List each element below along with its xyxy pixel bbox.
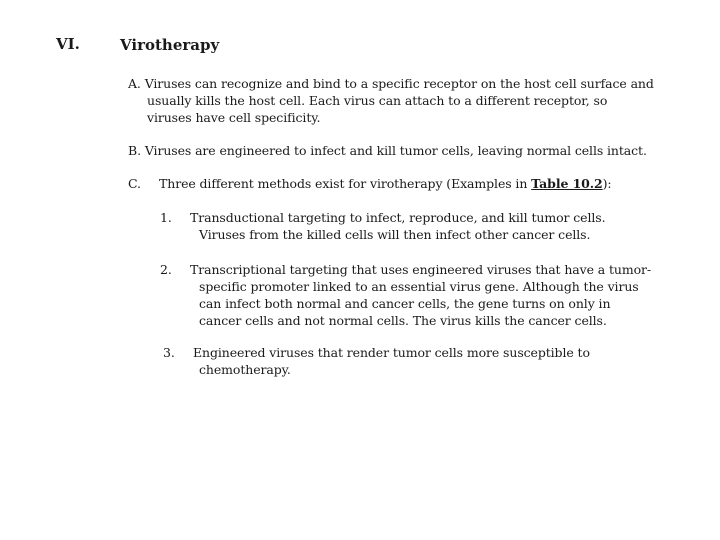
method-2-line-2: specific promoter linked to an essential virus gene. Although the virus: [199, 279, 639, 294]
item-a-line-3: viruses have cell specificity.: [147, 110, 321, 125]
method-2-line-3: can infect both normal and cancer cells, the gene turns on only in: [199, 296, 611, 311]
item-a-marker: A.: [128, 76, 141, 91]
section-title: Virotherapy: [120, 36, 220, 54]
item-b-text: Viruses are engineered to infect and kill tumor cells, leaving normal cells intact.: [144, 143, 647, 158]
item-a-line-1-text: Viruses can recognize and bind to a specific receptor on the host cell surface and: [144, 76, 654, 91]
method-1-line-2: Viruses from the killed cells will then infect other cancer cells.: [199, 227, 591, 242]
table-reference-link[interactable]: Table 10.2: [531, 176, 603, 191]
method-2-text: [190, 261, 651, 329]
method-3-text: [193, 344, 590, 378]
method-2-line-1: Transcriptional targeting that uses engineered viruses that have a tumor-: [190, 262, 652, 277]
item-a: [128, 75, 654, 126]
method-3-line-1: Engineered viruses that render tumor cells more susceptible to: [193, 345, 590, 360]
method-1-marker: 1.: [160, 210, 172, 225]
method-1-text: [190, 209, 605, 243]
item-c-marker: C.: [128, 176, 141, 191]
method-3-marker: 3.: [163, 345, 175, 360]
item-c-text-after: ):: [602, 176, 612, 191]
method-2-line-4: cancer cells and not normal cells. The virus kills the cancer cells.: [199, 313, 607, 328]
method-2-marker: 2.: [160, 262, 172, 277]
item-b: [128, 142, 647, 159]
item-a-line-2: usually kills the host cell. Each virus can attach to a different receptor, so: [147, 93, 608, 108]
item-a-line-1: [128, 75, 654, 92]
section-number: VI.: [56, 35, 80, 53]
item-b-marker: B.: [128, 143, 141, 158]
item-c-text-before: Three different methods exist for virotherapy (Examples in: [159, 176, 532, 191]
item-c-text: [159, 175, 612, 192]
method-3-line-2: chemotherapy.: [199, 362, 291, 377]
method-1-line-1: Transductional targeting to infect, reproduce, and kill tumor cells.: [190, 210, 606, 225]
